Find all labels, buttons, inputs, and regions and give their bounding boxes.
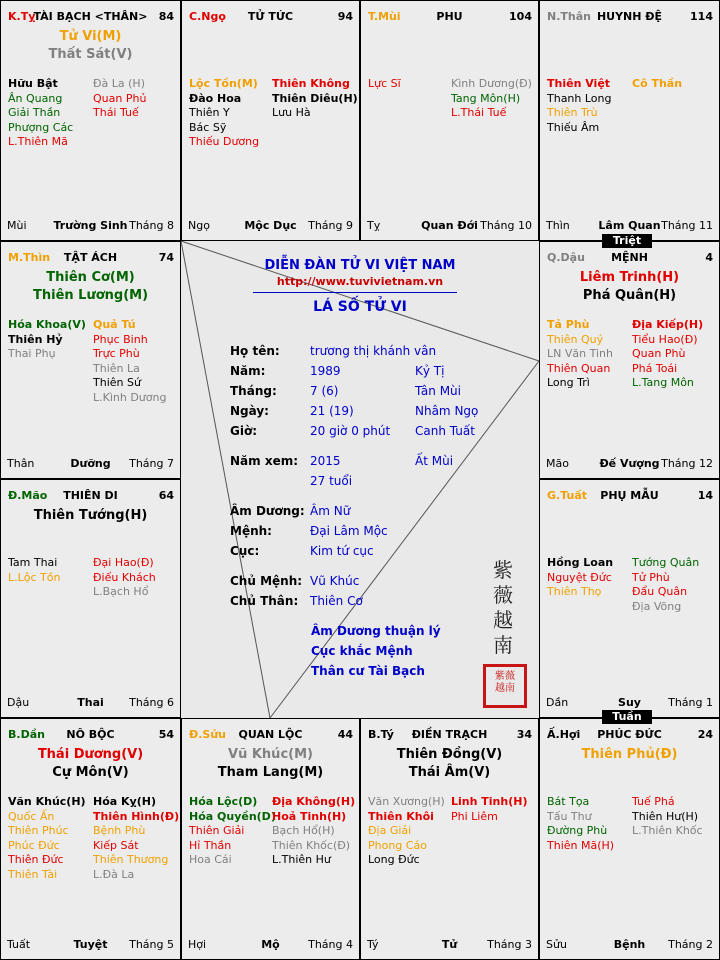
calligraphy-glyph: 薇 (493, 583, 513, 607)
minor-star: Kiếp Sát (93, 838, 139, 852)
footer-month: Tháng 11 (661, 219, 713, 232)
left-star-column (368, 795, 445, 868)
palace-can-chi: G.Tuất (547, 489, 588, 502)
footer-branch: Tuất (7, 938, 31, 951)
minor-star: Thai Phụ (8, 347, 56, 360)
footer-month: Tháng 7 (129, 457, 174, 470)
minor-star: Hồng Loan (547, 556, 614, 569)
palace-name: TỬ TỨC (247, 10, 294, 23)
label-am-duong: Âm Dương: (230, 504, 305, 518)
minor-star: Thiên Trù (547, 106, 598, 119)
footer-month: Tháng 9 (308, 219, 353, 232)
minor-star: L.Thiên Mã (8, 135, 68, 148)
minor-star: L.Kình Dương (93, 390, 167, 404)
minor-star: Quan Phù (632, 347, 686, 360)
note-than-cu: Thân cư Tài Bạch (311, 664, 425, 678)
palace-number: 64 (158, 489, 174, 502)
palace-header (1, 728, 180, 744)
minor-star: Phá Toái (632, 361, 678, 375)
label-ngay: Ngày: (230, 404, 269, 418)
minor-star: Hỉ Thần (189, 838, 232, 852)
minor-star: Bát Tọa (547, 795, 590, 808)
value-nam-xem: 2015 (310, 454, 341, 468)
value-thang: 7 (6) (310, 384, 339, 398)
palace-name: NÔ BỘC (66, 728, 115, 741)
minor-star: Đào Hoa (189, 91, 242, 105)
palace-footer (367, 219, 532, 233)
minor-star: Phục Binh (93, 332, 148, 346)
minor-star: Đà La (H) (93, 77, 145, 90)
value-nam-can: Kỷ Tị (415, 364, 445, 378)
calligraphy-glyph: 南 (493, 633, 513, 657)
major-star: Thiên Cơ(M) (46, 270, 135, 285)
label-cuc: Cục: (230, 544, 260, 558)
red-seal-stamp (483, 664, 527, 708)
palace-number: 114 (690, 10, 713, 23)
palace-name: TÀI BẠCH <THÂN> (33, 10, 148, 23)
minor-star: Tử Phù (632, 570, 670, 584)
minor-star: Văn Xương(H) (368, 795, 445, 808)
minor-star: Thiếu Âm (547, 120, 600, 134)
minor-star: Thiên Hư(H) (632, 809, 699, 823)
palace-can-chi: T.Mùi (368, 10, 401, 23)
minor-star: Long Đức (368, 853, 420, 866)
footer-month: Tháng 6 (129, 696, 174, 709)
value-chu-menh: Vũ Khúc (310, 574, 360, 588)
palace-number: 84 (158, 10, 174, 23)
palace-name: MỆNH (611, 251, 648, 264)
left-star-column (547, 556, 613, 600)
label-chu-than: Chủ Thân: (230, 594, 299, 608)
minor-star: Tấu Thư (547, 809, 592, 823)
footer-stage: Tử (441, 938, 458, 951)
right-star-column (451, 77, 532, 121)
right-star-column (632, 795, 703, 839)
palace-ti (360, 718, 539, 960)
minor-star: Long Trì (547, 376, 590, 389)
minor-star: Linh Tinh(H) (451, 795, 528, 808)
label-menh: Mệnh: (230, 524, 272, 538)
minor-star: Thiên Tài (8, 867, 58, 881)
label-gio: Giờ: (230, 424, 258, 438)
palace-name: TẬT ÁCH (63, 251, 118, 264)
palace-can-chi: C.Ngọ (189, 10, 226, 23)
major-star: Thiên Lương(M) (32, 288, 149, 303)
palace-can-chi: N.Thân (547, 10, 591, 23)
palace-footer (7, 938, 174, 952)
palace-footer (188, 938, 353, 952)
minor-star: Thiếu Dương (189, 135, 260, 148)
palace-footer (7, 219, 174, 233)
minor-star: Trực Phù (93, 347, 140, 360)
right-star-column (93, 77, 146, 121)
minor-star: Hóa Lộc(D) (189, 795, 258, 808)
calligraphy-glyph: 越 (493, 608, 513, 632)
minor-star: Tuế Phá (632, 795, 675, 808)
palace-number: 44 (337, 728, 353, 741)
footer-branch: Tỵ (367, 219, 381, 232)
value-ngay-can: Nhâm Ngọ (415, 404, 479, 418)
footer-month: Tháng 12 (661, 457, 713, 470)
palace-header (1, 251, 180, 267)
minor-star: Đẩu Quân (632, 585, 688, 598)
minor-star: Thanh Long (547, 91, 612, 105)
label-chu-menh: Chủ Mệnh: (230, 574, 303, 588)
footer-branch: Sửu (546, 938, 567, 951)
minor-star: L.Thái Tuế (451, 106, 507, 119)
value-nam-xem-can: Ất Mùi (415, 454, 454, 468)
footer-branch: Hợi (188, 938, 207, 951)
minor-star: Hoả Tinh(H) (272, 809, 347, 823)
palace-than (539, 0, 720, 241)
palace-header (540, 10, 719, 26)
major-star: Thái Dương(V) (37, 747, 144, 762)
footer-stage: Đế Vượng (599, 457, 660, 470)
right-star-column (451, 795, 527, 824)
palace-header (361, 10, 538, 26)
minor-star: Thiên Diêu(H) (272, 91, 358, 105)
palace-footer (7, 457, 174, 471)
left-star-column (189, 77, 259, 150)
major-star: Thái Âm(V) (408, 765, 491, 780)
palace-can-chi: Đ.Sửu (189, 728, 226, 741)
footer-stage: Mộc Dục (244, 219, 297, 232)
minor-star: Thiên Quan (547, 361, 611, 375)
palace-header (361, 728, 538, 744)
footer-month: Tháng 10 (480, 219, 532, 232)
minor-star: Thiên Không (272, 77, 350, 90)
palace-dau (539, 241, 720, 479)
minor-star: Thiên Việt (547, 77, 611, 90)
footer-branch: Mùi (7, 219, 27, 232)
right-star-column (632, 556, 699, 614)
palace-name: PHU (436, 10, 463, 23)
minor-star: L.Tang Môn (632, 376, 694, 389)
major-star: Vũ Khúc(M) (228, 747, 313, 762)
minor-star: Đại Hao(Đ) (93, 556, 154, 569)
minor-star: Thiên Đức (8, 853, 64, 866)
label-nam: Năm: (230, 364, 266, 378)
minor-star: L.Thiên Hư (272, 853, 331, 866)
footer-stage: Thai (77, 696, 104, 709)
major-star: Tham Lang(M) (217, 765, 324, 780)
palace-footer (188, 219, 353, 233)
palace-name: ĐIỀN TRẠCH (411, 728, 488, 741)
left-star-column (547, 318, 613, 391)
calligraphy-glyph: 紫 (493, 558, 513, 582)
value-nam: 1989 (310, 364, 341, 378)
minor-star: Tang Môn(H) (451, 91, 521, 105)
minor-star: Bệnh Phù (93, 824, 146, 837)
minor-star: Tam Thai (8, 556, 58, 569)
left-star-column (547, 77, 612, 135)
palace-number: 104 (509, 10, 532, 23)
minor-star: LN Văn Tinh (547, 347, 613, 360)
palace-number: 94 (337, 10, 353, 23)
left-star-column (189, 795, 276, 868)
minor-star: Giải Thần (8, 106, 61, 119)
seal-text: 紫薇越南 (495, 671, 515, 694)
minor-star: Thiên Khôi (368, 809, 434, 823)
footer-branch: Ngọ (188, 219, 210, 232)
palace-footer (367, 938, 532, 952)
palace-header (182, 728, 359, 744)
minor-star: Thiên Hỷ (8, 332, 63, 346)
palace-tuat (539, 479, 720, 718)
footer-month: Tháng 1 (668, 696, 713, 709)
minor-star: Hữu Bật (8, 77, 58, 90)
palace-name: PHÚC ĐỨC (597, 728, 662, 741)
minor-star: Thiên Khốc(Đ) (272, 838, 351, 852)
minor-star: L.Thiên Khốc (632, 824, 703, 837)
footer-month: Tháng 2 (668, 938, 713, 951)
footer-branch: Dần (546, 696, 569, 709)
palace-dan (0, 718, 181, 960)
palace-number: 24 (697, 728, 713, 741)
palace-can-chi: K.Tỵ (8, 10, 36, 23)
footer-stage: Mộ (261, 938, 280, 951)
minor-star: Địa Võng (632, 599, 682, 613)
footer-branch: Mão (546, 457, 569, 470)
minor-star: Ân Quang (8, 91, 63, 105)
left-star-column (8, 77, 73, 150)
minor-star: L.Lộc Tồn (8, 570, 61, 584)
value-cuc: Kim tứ cục (310, 544, 374, 558)
minor-star: Thiên La (93, 361, 140, 375)
minor-star: Nguyệt Đức (547, 570, 612, 584)
label-thang: Tháng: (230, 384, 277, 398)
footer-month: Tháng 3 (487, 938, 532, 951)
minor-star: Phi Liêm (451, 809, 498, 823)
value-thang-can: Tân Mùi (415, 384, 461, 398)
minor-star: Thiên Y (189, 106, 230, 119)
palace-header (540, 251, 719, 267)
center-info-panel (181, 241, 539, 718)
footer-stage: Dưỡng (70, 457, 111, 470)
minor-star: Địa Không(H) (272, 795, 356, 808)
minor-star: Thiên Quý (547, 332, 604, 346)
minor-star: Lưu Hà (272, 106, 311, 119)
minor-star: Văn Khúc(H) (8, 795, 86, 808)
palace-name: PHỤ MẪU (600, 489, 659, 502)
right-star-column (93, 318, 166, 405)
palace-header (540, 728, 719, 744)
palace-mao (0, 479, 181, 718)
minor-star: Tả Phù (547, 318, 590, 331)
palace-can-chi: B.Tý (368, 728, 394, 741)
major-star: Thất Sát(V) (48, 47, 133, 62)
palace-name: QUAN LỘC (238, 728, 303, 741)
palace-can-chi: Đ.Mão (8, 489, 48, 502)
minor-star: Đường Phù (547, 824, 608, 837)
footer-stage: Suy (618, 696, 641, 709)
minor-star: Địa Giải (368, 824, 412, 837)
footer-stage: Lâm Quan (598, 219, 661, 232)
value-chu-than: Thiên Cơ (310, 594, 363, 608)
right-star-column (93, 795, 179, 882)
right-star-column (272, 77, 358, 121)
value-ho-ten: trương thị khánh vân (310, 344, 437, 358)
value-tuoi: 27 tuổi (310, 474, 353, 488)
palace-footer (546, 457, 713, 471)
minor-star: Lộc Tồn(M) (189, 77, 258, 90)
forum-url-link[interactable]: http://www.tuvivietnam.vn (276, 275, 444, 288)
footer-branch: Thân (7, 457, 35, 470)
major-star: Thiên Tướng(H) (33, 508, 148, 523)
palace-can-chi: Q.Dậu (547, 251, 585, 264)
minor-star: L.Đà La (93, 867, 135, 881)
minor-star: Địa Kiếp(H) (632, 318, 704, 331)
right-star-column (272, 795, 355, 868)
major-star: Liêm Trinh(H) (579, 270, 680, 285)
minor-star: Điếu Khách (93, 570, 156, 584)
palace-footer (546, 219, 713, 233)
minor-star: Lực Sĩ (368, 77, 401, 90)
calligraphy-text (493, 558, 513, 658)
forum-title: DIỄN ĐÀN TỬ VI VIỆT NAM (264, 258, 456, 273)
palace-number: 74 (158, 251, 174, 264)
minor-star: Hóa Quyền(D) (189, 809, 276, 823)
palace-mui (360, 0, 539, 241)
footer-branch: Dậu (7, 696, 30, 709)
footer-branch: Thìn (546, 219, 570, 232)
footer-stage: Tuyệt (73, 938, 108, 951)
minor-star: Quả Tú (93, 318, 136, 331)
palace-can-chi: Ấ.Hợi (547, 728, 581, 741)
divider (253, 292, 457, 293)
minor-star: Phượng Các (8, 120, 74, 134)
minor-star: Thái Tuế (93, 106, 139, 119)
palace-footer (7, 696, 174, 710)
palace-header (182, 10, 359, 26)
palace-ngo (181, 0, 360, 241)
value-gio-can: Canh Tuất (415, 424, 475, 438)
palace-name: THIÊN DI (63, 489, 118, 502)
footer-month: Tháng 4 (308, 938, 353, 951)
major-star: Cự Môn(V) (52, 765, 129, 780)
palace-name: HUYNH ĐỆ (596, 10, 663, 23)
major-star: Thiên Phủ(Đ) (581, 747, 678, 762)
minor-star: Quan Phủ (93, 91, 147, 105)
left-star-column (8, 318, 86, 362)
footer-stage: Trường Sinh (53, 219, 128, 232)
right-star-column (93, 556, 156, 600)
major-star: Thiên Đồng(V) (396, 747, 503, 762)
palace-can-chi: B.Dần (8, 728, 45, 741)
minor-star: Thiên Thương (93, 853, 169, 866)
footer-stage: Quan Đới (421, 219, 478, 232)
footer-month: Tháng 5 (129, 938, 174, 951)
major-star: Tử Vi(M) (59, 29, 122, 44)
palace-thin (0, 241, 181, 479)
palace-header (540, 489, 719, 505)
left-star-column (8, 795, 86, 882)
minor-star: Hóa Kỵ(H) (93, 795, 156, 808)
palace-number: 4 (705, 251, 713, 264)
minor-star: Thiên Phúc (8, 824, 69, 837)
minor-star: Thiên Sứ (93, 376, 141, 389)
footer-branch: Tý (367, 938, 379, 951)
chart-subtitle: LÁ SỐ TỬ VI (313, 299, 407, 315)
value-ngay: 21 (19) (310, 404, 354, 418)
footer-stage: Bệnh (613, 938, 646, 951)
major-star: Phá Quân(H) (582, 288, 677, 303)
palace-number: 54 (158, 728, 174, 741)
minor-star: Bạch Hổ(H) (272, 824, 335, 837)
minor-star: Cô Thần (632, 77, 683, 90)
palace-footer (546, 696, 713, 710)
minor-star: Thiên Thọ (547, 585, 602, 598)
label-nam-xem: Năm xem: (230, 454, 299, 468)
left-star-column (8, 556, 60, 585)
minor-star: Quốc Ấn (8, 809, 55, 823)
label-ho-ten: Họ tên: (230, 344, 280, 358)
tuan-tag: Tuần (602, 710, 652, 724)
minor-star: Thiên Giải (189, 824, 245, 837)
minor-star: Kình Dương(Đ) (451, 77, 532, 90)
minor-star: Phúc Đức (8, 838, 60, 852)
palace-number: 34 (516, 728, 532, 741)
minor-star: Hóa Khoa(V) (8, 318, 86, 331)
palace-footer (546, 938, 713, 952)
palace-can-chi: M.Thìn (8, 251, 51, 264)
value-gio: 20 giờ 0 phút (310, 424, 391, 438)
minor-star: L.Bạch Hổ (93, 585, 149, 598)
minor-star: Tướng Quân (632, 556, 700, 569)
palace-ty (0, 0, 181, 241)
minor-star: Thiên Hình(Đ) (93, 809, 180, 823)
right-star-column (632, 77, 682, 92)
minor-star: Hoa Cái (189, 853, 232, 866)
value-am-duong: Âm Nữ (310, 504, 351, 518)
left-star-column (547, 795, 614, 853)
palace-suu (181, 718, 360, 960)
note-am-duong: Âm Dương thuận lý (311, 624, 441, 638)
minor-star: Thiên Mã(H) (547, 838, 615, 852)
minor-star: Tiểu Hao(Đ) (632, 332, 698, 346)
palace-header (1, 10, 180, 26)
triet-tag: Triệt (602, 234, 652, 248)
footer-month: Tháng 8 (129, 219, 174, 232)
left-star-column (368, 77, 401, 92)
palace-header (1, 489, 180, 505)
right-star-column (632, 318, 703, 391)
palace-hoi (539, 718, 720, 960)
note-cuc-menh: Cục khắc Mệnh (311, 644, 413, 658)
minor-star: Bác Sỹ (189, 120, 227, 134)
value-menh: Đại Lâm Mộc (310, 524, 388, 538)
palace-number: 14 (697, 489, 713, 502)
minor-star: Phong Cáo (368, 838, 427, 852)
